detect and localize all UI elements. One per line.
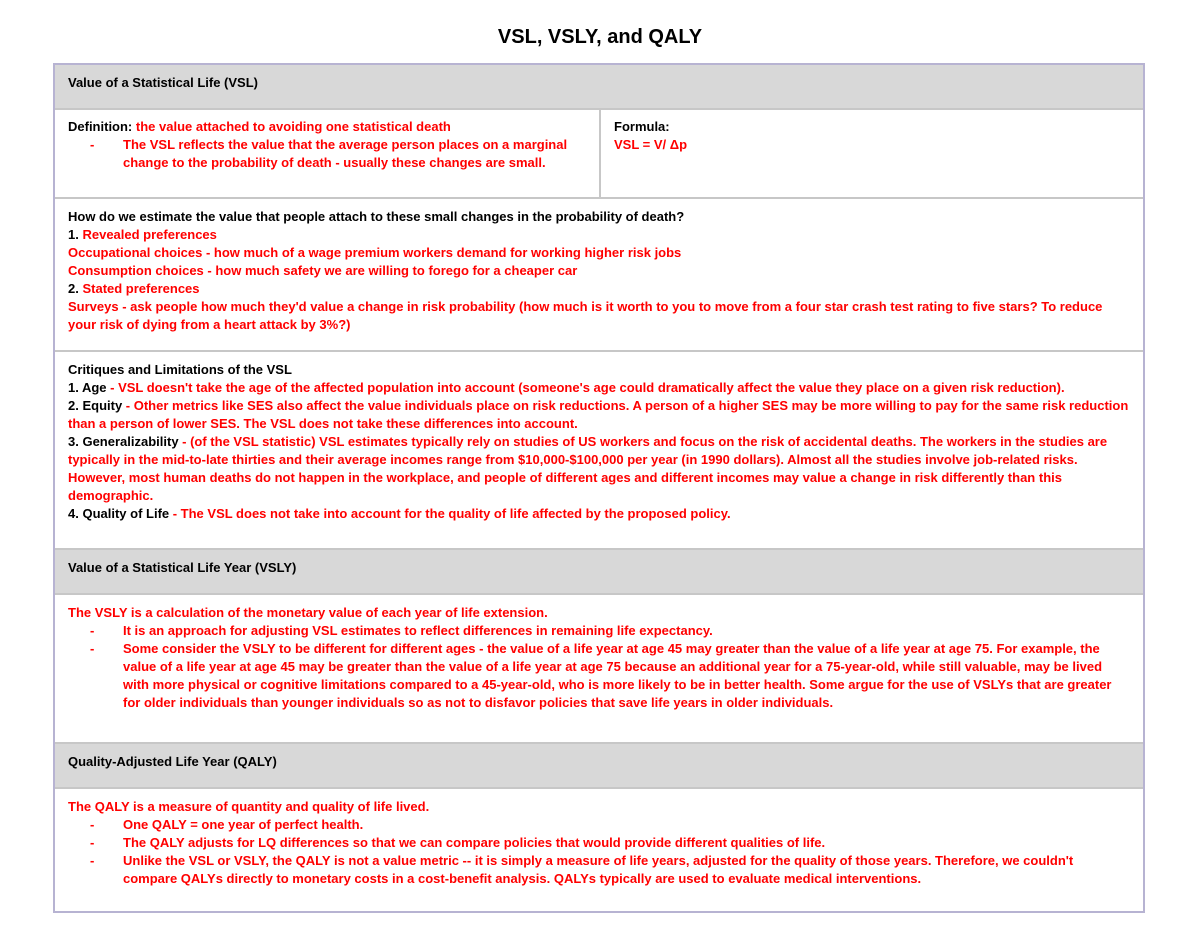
list-item: - One QALY = one year of perfect health.	[68, 816, 1130, 834]
vsl-critiques-row	[55, 352, 1143, 550]
critique-item	[68, 433, 1130, 505]
critique-label: 2. Equity	[68, 398, 123, 413]
definition-bullets	[68, 136, 586, 172]
critique-text: - VSL doesn't take the age of the affected population into account (someone's age could dramatically affect the value they place on a given risk reduction).	[106, 380, 1065, 395]
item1-number: 1.	[68, 227, 79, 242]
critique-item	[68, 505, 1130, 523]
stated-preferences-label: Stated preferences	[82, 281, 200, 296]
critique-label: 3. Generalizability	[68, 434, 179, 449]
list-item: - The QALY adjusts for LQ differences so that we can compare policies that would provide different qualities of life.	[68, 834, 1130, 852]
vsly-intro: The VSLY is a calculation of the monetary value of each year of life extension.	[68, 605, 548, 620]
vsl-estimation-row	[55, 199, 1143, 352]
vsl-section-header	[55, 65, 1143, 110]
estimate-question: How do we estimate the value that people attach to these small changes in the probability of death?	[68, 209, 685, 224]
formula-text: VSL = V/ Δp	[614, 137, 688, 152]
vsl-header-text: Value of a Statistical Life (VSL)	[68, 75, 258, 90]
surveys-text: Surveys - ask people how much they'd value a change in risk probability (how much is it worth to you to move from a four star crash test rating to five stars? To reduce your risk of dying from a heart attack by 3%?)	[68, 299, 1103, 332]
critique-label: 4. Quality of Life	[68, 506, 170, 521]
page-title: VSL, VSLY, and QALY	[497, 26, 703, 48]
qaly-intro: The QALY is a measure of quantity and quality of life lived.	[68, 799, 430, 814]
definition-label: Definition:	[68, 119, 133, 134]
consumption-choices-text: Consumption choices - how much safety we are willing to forego for a cheaper car	[68, 263, 578, 278]
vsly-bullets	[68, 622, 1130, 712]
document-table	[53, 63, 1145, 913]
occupational-choices-text: Occupational choices - how much of a wage premium workers demand for working higher risk jobs	[68, 245, 682, 260]
critique-text: - The VSL does not take into account for the quality of life affected by the proposed policy.	[169, 506, 731, 521]
vsly-header-text: Value of a Statistical Life Year (VSLY)	[68, 560, 297, 575]
item2-number: 2.	[68, 281, 79, 296]
qaly-header-text: Quality-Adjusted Life Year (QALY)	[68, 754, 277, 769]
qaly-section-header	[55, 744, 1143, 789]
critique-label: 1. Age	[68, 380, 107, 395]
critique-text: - Other metrics like SES also affect the value individuals place on risk reductions. A person of a higher SES may be more willing to pay for the same risk reduction than a person of lower SES. The VSL does not take these differences into account.	[68, 398, 1129, 431]
formula-label: Formula:	[614, 119, 670, 134]
critique-text: - (of the VSL statistic) VSL estimates typically rely on studies of US workers and focus on the risk of accidental deaths. The workers in the studies are typically in the mid-to-late thirties and their average incomes range from $10,000-$100,000 per year (in 1990 dollars). Almost all the studies involve job-related risks. However, most human deaths do not happen in the workplace, and people of different ages and different incomes may value a change in risk differently than this demographic.	[68, 434, 1108, 503]
qaly-bullets	[68, 816, 1130, 888]
list-item: - Some consider the VSLY to be different for different ages - the value of a life year at age 45 may greater than the value of a life year at age 75. For example, the value of a life year at age 45 may be greater than the value of a life year at age 75 because an additional year for a 75-year-old, while still valuable, may be lived with more physical or cognitive limitations compared to a 45-year-old, who is more likely to be in better health. Some argue for the use of VSLYs that are greater for older individuals than younger individuals so as not to disfavor policies that save life years in older individuals.	[68, 640, 1130, 712]
critique-item	[68, 397, 1130, 433]
list-item: - Unlike the VSL or VSLY, the QALY is not a value metric -- it is simply a measure of life years, adjusted for the quality of those years. Therefore, we couldn't compare QALYs directly to monetary costs in a cost-benefit analysis. QALYs typically are used to evaluate medical interventions.	[68, 852, 1130, 888]
formula-cell	[601, 110, 1143, 197]
list-item: - It is an approach for adjusting VSL estimates to reflect differences in remaining life expectancy.	[68, 622, 1130, 640]
revealed-preferences-label: Revealed preferences	[82, 227, 217, 242]
definition-cell	[55, 110, 601, 197]
definition-bullet: - The VSL reflects the value that the average person places on a marginal change to the probability of death - usually these changes are small.	[68, 136, 586, 172]
critique-item	[68, 379, 1130, 397]
vsly-body-row	[55, 595, 1143, 744]
qaly-body-row	[55, 789, 1143, 911]
vsl-definition-row	[55, 110, 1143, 199]
critiques-heading: Critiques and Limitations of the VSL	[68, 362, 292, 377]
vsly-section-header	[55, 550, 1143, 595]
definition-text: the value attached to avoiding one statistical death	[135, 119, 451, 134]
